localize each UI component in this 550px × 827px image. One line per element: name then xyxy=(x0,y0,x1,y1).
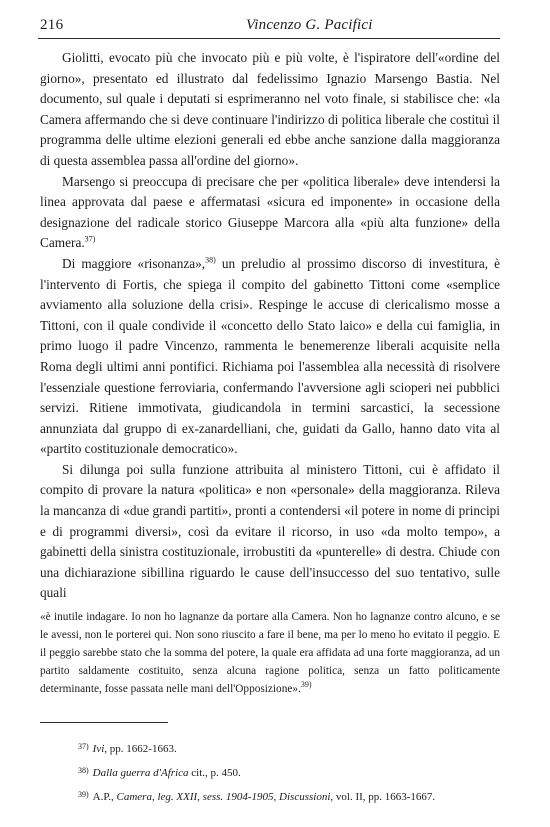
footnote-38 xyxy=(78,760,508,784)
footnote-text: , pp. 1662-1663. xyxy=(104,743,177,755)
paragraph-fortis xyxy=(40,254,500,460)
footnote-italic: Dalla guerra d'Africa xyxy=(92,767,189,779)
footnote-divider xyxy=(40,722,168,723)
paragraph-tittoni xyxy=(40,460,500,604)
page-number: 216 xyxy=(40,17,64,33)
footnote-ref: 39) xyxy=(300,680,312,690)
body-text xyxy=(40,48,500,604)
footnotes xyxy=(78,736,508,808)
quote-text: «è inutile indagare. Io non ho lagnanze da portare alla Camera. Non ho lagnanze contro alcuno, e se le avessi, non le porterei qui. Non sono riuscito a fare il bene, ma per lo meno ho evitato il peggio. E il peggio sarebbe stato che la somma del potere, la quale era affidata ad una forte maggioranza, ad un partito saldamente costituito, senza alcuna ragione politica, senza un fatto politicamente determinante, fosse passata nelle mani dell'Opposizione». xyxy=(40,611,500,695)
paragraph-text: Marsengo si preoccupa di precisare che per «politica liberale» deve intendersi la linea approvata dal paese e affermatasi «sicura ed imponente» in occasione della designazione del radicale storico Giuseppe Marcora alla «più alta funzione» della Camera. xyxy=(40,173,500,251)
paragraph-text: un preludio al prossimo discorso di investitura, è l'intervento di Fortis, che spiega il compito del gabinetto Tittoni come «semplice avviamento alla soluzione della crisi». Respinge le accuse di clericalismo mosse a Tittoni, con il quale condivide il «concetto dello Stato laico» e della cui famiglia, in primo luogo il padre Vincenzo, rammenta le benemerenze liberali acquisite nella Roma degli ultimi anni pontifici. Richiama poi l'assemblea alla necessità di risolvere l'essenziale questione ferroviaria, confermando l'avversione agli scioperi nei pubblici servizi. Ritiene immotivata, giudicandola in termini sarcastici, la secessione annunziata dal gruppo di ex-zanardelliani, che, guidati da Gallo, hanno dato vita al «partito costituzionale democratico». xyxy=(40,255,500,457)
footnote-39 xyxy=(78,784,508,808)
running-head: Vincenzo G. Pacifici xyxy=(246,17,373,33)
footnote-ref: 38) xyxy=(205,255,216,265)
footnote-mark: 38) xyxy=(78,766,89,775)
footnote-italic: Ivi xyxy=(92,743,105,755)
footnote-ref: 37) xyxy=(84,234,96,244)
footnote-text: , vol. II, pp. 1663-1667. xyxy=(330,791,436,803)
paragraph-marsengo xyxy=(40,172,500,254)
paragraph-text: Giolitti, evocato più che invocato più e più volte, è l'ispiratore dell'«ordine del giorno», presentato ed illustrato dal fedelissimo Ignazio Marsengo Bastia. Nel documento, sul quale i deputati si esprimeranno nel voto finale, si stabilisce che: «la Camera affermando che si deve continuare l'indirizzo di politica liberale che costituì il programma delle ultime elezioni generali ed ebbe anche sanzione dalla maggioranza di questa assemblea passa all'ordine del giorno». xyxy=(40,50,500,168)
footnote-mark: 39) xyxy=(78,790,89,799)
footnote-italic: Camera, leg. XXII, sess. 1904-1905, Discussioni xyxy=(116,791,331,803)
paragraph-lead: Di maggiore «risonanza», xyxy=(62,255,206,271)
quote-paragraph xyxy=(40,608,500,698)
block-quote xyxy=(40,608,500,698)
page-header xyxy=(38,14,500,39)
paragraph-giolitti xyxy=(40,48,500,172)
footnote-text: cit., p. 450. xyxy=(188,767,241,779)
footnote-37 xyxy=(78,736,508,760)
paragraph-text: Si dilunga poi sulla funzione attribuita al ministero Tittoni, cui è affidato il compito di provare la natura «politica» e non «personale» della maggioranza. Rileva la mancanza di «due grandi partiti», pronti a contendersi «il potere in nome di principi e di programmi diversi», così da evitare il ricorso, in uso «da molto tempo», a gabinetti della sinistra costituzionale, irrobustiti da «punterelle» di destra. Chiude con una dichiarazione sibillina riguardo le cause dell'insuccesso del suo tentativo, sulle quali xyxy=(40,461,500,601)
footnote-mark: 37) xyxy=(78,742,89,751)
footnote-lead: A.P., xyxy=(92,791,117,803)
